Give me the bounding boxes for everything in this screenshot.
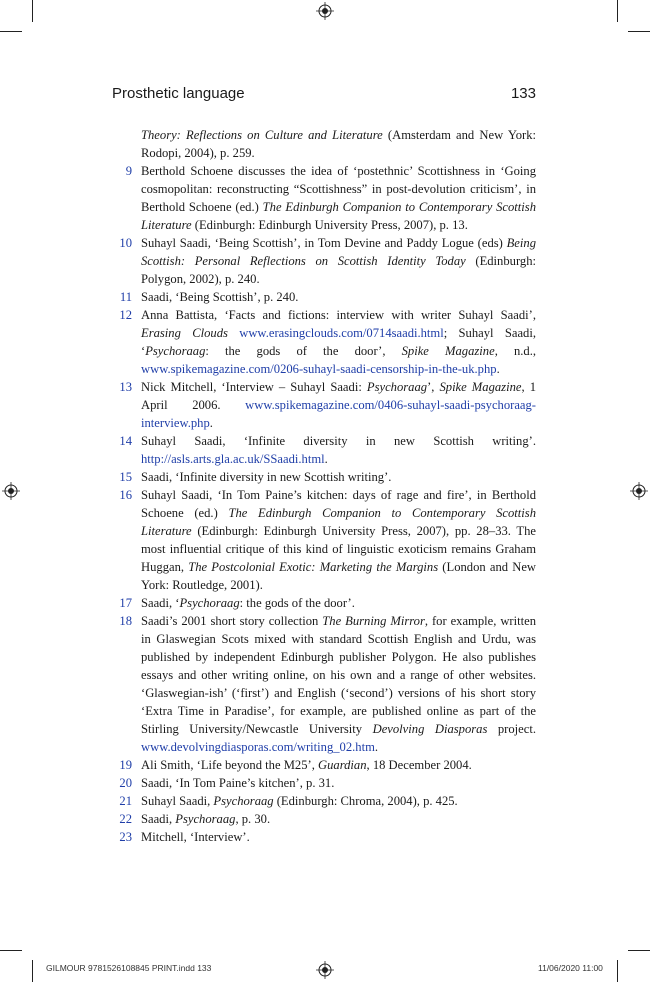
endnote-17 [112, 594, 536, 612]
endnote-text: . [496, 362, 500, 376]
endnote-italic-text: Psychoraag [213, 794, 274, 808]
registration-mark-right-icon [630, 482, 648, 500]
endnote-text: (Amsterdam and New York: Rodopi, 2004), p. 259. [141, 128, 536, 160]
endnote-italic-text: The Edinburgh Companion to Contemporary Scottish Literature [141, 506, 536, 538]
endnote-number: 13 [119, 380, 132, 394]
endnote-text: . [324, 452, 328, 466]
endnote-link[interactable]: www.devolvingdiasporas.com/writing_02.htm [141, 740, 375, 754]
endnote-number: 21 [119, 794, 132, 808]
endnote-text: Nick Mitchell, ‘Interview – Suhayl Saadi: [141, 380, 367, 394]
endnote-21 [112, 792, 536, 810]
endnote-italic-text: Theory: Reflections on Culture and Literature [141, 128, 383, 142]
endnote-italic-text: Psychoraag [145, 344, 206, 358]
crop-mark-top-right-horizontal [628, 31, 650, 32]
endnote-text: (London and New York: Routledge, 2001). [141, 560, 537, 592]
crop-mark-bottom-right-horizontal [628, 950, 650, 951]
endnote-14 [112, 432, 536, 468]
endnote-text: Suhayl Saadi, ‘Infinite diversity in new Scottish writing’. [141, 434, 536, 448]
endnote-text: Saadi, [141, 812, 176, 826]
endnote-link[interactable]: www.erasingclouds.com/0714saadi.html [239, 326, 444, 340]
crop-mark-bottom-left-vertical [32, 960, 33, 982]
endnote-text [228, 326, 239, 340]
endnote-text: , for example, written in Glaswegian Scots mixed with standard Scottish English and Urdu, was published by independent Edinburgh publisher Polygon. He also publishes essays and other writing online, on his own and a range of other websites. ‘Glaswegian-ish’ (‘first’) and English (‘second’) versions of his short story ‘Extra Time in Paradise’, for example, are published online as part of the Stirling University/Newcastle University [141, 614, 536, 736]
endnote-text: Suhayl Saadi, ‘Being Scottish’, in Tom Devine and Paddy Logue (eds) [141, 236, 507, 250]
endnote-text: (Edinburgh: Chroma, 2004), p. 425. [273, 794, 458, 808]
crop-mark-top-left-vertical [32, 0, 33, 22]
endnote-text: Saadi, ‘Infinite diversity in new Scottish writing’. [141, 470, 392, 484]
endnote-text: Anna Battista, ‘Facts and fictions: interview with writer Suhayl Saadi’, [141, 308, 536, 322]
endnote-text: , 18 December 2004. [366, 758, 472, 772]
endnote-number: 22 [119, 812, 132, 826]
endnote-number: 17 [119, 596, 132, 610]
endnote-link[interactable]: www.spikemagazine.com/0406-suhayl-saadi-psychoraag-interview.php [141, 398, 536, 430]
endnote-number: 18 [119, 614, 132, 628]
endnote-19 [112, 756, 536, 774]
endnote-text: Berthold Schoene discusses the idea of ‘postethnic’ Scottishness in ‘Going cosmopolitan: reconstructing “Scottishness” in post-devolution criticism’, in Berthold Schoene (ed.) [141, 164, 536, 214]
endnote-number: 14 [119, 434, 132, 448]
crop-mark-bottom-right-vertical [617, 960, 618, 982]
endnote-16 [112, 486, 536, 594]
endnote-number: 16 [119, 488, 132, 502]
endnote-18 [112, 612, 536, 756]
registration-mark-bottom-icon [316, 961, 334, 979]
endnote-number: 11 [119, 290, 132, 304]
endnote-number: 19 [119, 758, 132, 772]
endnote-23 [112, 828, 536, 846]
endnote-italic-text: The Edinburgh Companion to Contemporary Scottish Literature [141, 200, 537, 232]
endnote-text: Saadi, ‘Being Scottish’, p. 240. [141, 290, 299, 304]
endnote-text: Ali Smith, ‘Life beyond the M25’, [141, 758, 318, 772]
endnote-number: 9 [125, 164, 132, 178]
endnote-italic-text: The Postcolonial Exotic: Marketing the Margins [188, 560, 439, 574]
endnote-15 [112, 468, 536, 486]
endnote-link[interactable]: www.spikemagazine.com/0206-suhayl-saadi-censorship-in-the-uk.php [141, 362, 497, 376]
endnote-text: ; Suhayl Saadi, ‘ [141, 326, 536, 358]
endnote-11 [112, 288, 536, 306]
page-number: 133 [510, 85, 536, 102]
endnote-text: (Edinburgh: Edinburgh University Press, 2007), p. 13. [191, 218, 468, 232]
endnote-text: : the gods of the door’. [239, 596, 355, 610]
endnote-9 [112, 162, 536, 234]
endnote-13 [112, 378, 536, 432]
endnote-text: Suhayl Saadi, [141, 794, 214, 808]
endnote-italic-text: Devolving Diasporas [372, 722, 488, 736]
endnote-text: (Edinburgh: Edinburgh University Press, 2007), pp. 28–33. The most influential critique of this kind of linguistic exoticism remains Graham Huggan, [141, 524, 536, 574]
endnote-italic-text: Guardian [318, 758, 367, 772]
endnote-italic-text: Psychoraag [179, 596, 240, 610]
endnote-text: : the gods of the door’, [205, 344, 402, 358]
endnotes-list [112, 126, 536, 846]
endnote-italic-text: The Burning Mirror [322, 614, 425, 628]
endnote-text: (Edinburgh: Polygon, 2002), p. 240. [141, 254, 537, 286]
endnote-text: Suhayl Saadi, ‘In Tom Paine’s kitchen: days of rage and fire’, in Berthold Schoene (ed.) [141, 488, 536, 520]
endnote-number: 20 [119, 776, 132, 790]
endnote-italic-text: Psychoraag [175, 812, 236, 826]
endnote-text: Saadi, ‘In Tom Paine’s kitchen’, p. 31. [141, 776, 335, 790]
endnote-number: 23 [119, 830, 132, 844]
endnote-number: 12 [119, 308, 132, 322]
endnote-continued [112, 126, 536, 162]
endnote-italic-text: Erasing Clouds [141, 326, 228, 340]
running-title: Prosthetic language [112, 85, 245, 102]
endnote-text: Saadi, ‘ [141, 596, 180, 610]
endnote-text: Saadi’s 2001 short story collection [141, 614, 323, 628]
footer-file-slug: GILMOUR 9781526108845 PRINT.indd 133 [46, 963, 212, 973]
endnote-italic-text: Spike Magazine [439, 380, 522, 394]
endnote-text: , p. 30. [235, 812, 271, 826]
endnote-text: . [209, 416, 213, 430]
crop-mark-bottom-left-horizontal [0, 950, 22, 951]
endnote-12 [112, 306, 536, 378]
endnote-20 [112, 774, 536, 792]
endnote-10 [112, 234, 536, 288]
endnote-number: 10 [119, 236, 132, 250]
endnote-italic-text: Psychoraag [366, 380, 428, 394]
endnote-italic-text: Being Scottish: Personal Reflections on Scottish Identity Today [141, 236, 536, 268]
endnote-text: , n.d., [494, 344, 537, 358]
endnote-text: ’, [427, 380, 440, 394]
crop-mark-top-right-vertical [617, 0, 618, 22]
endnote-22 [112, 810, 536, 828]
endnote-text: . [374, 740, 379, 754]
footer-date-slug: 11/06/2020 11:00 [538, 963, 603, 973]
endnote-italic-text: Spike Magazine [401, 344, 495, 358]
endnote-text: Mitchell, ‘Interview’. [141, 830, 250, 844]
endnote-text: project. [487, 722, 537, 736]
endnote-text: , 1 April 2006. [141, 380, 536, 412]
registration-mark-top-icon [316, 2, 334, 20]
registration-mark-left-icon [2, 482, 20, 500]
crop-mark-top-left-horizontal [0, 31, 22, 32]
endnote-number: 15 [119, 470, 132, 484]
endnote-link[interactable]: http://asls.arts.gla.ac.uk/SSaadi.html [141, 452, 325, 466]
